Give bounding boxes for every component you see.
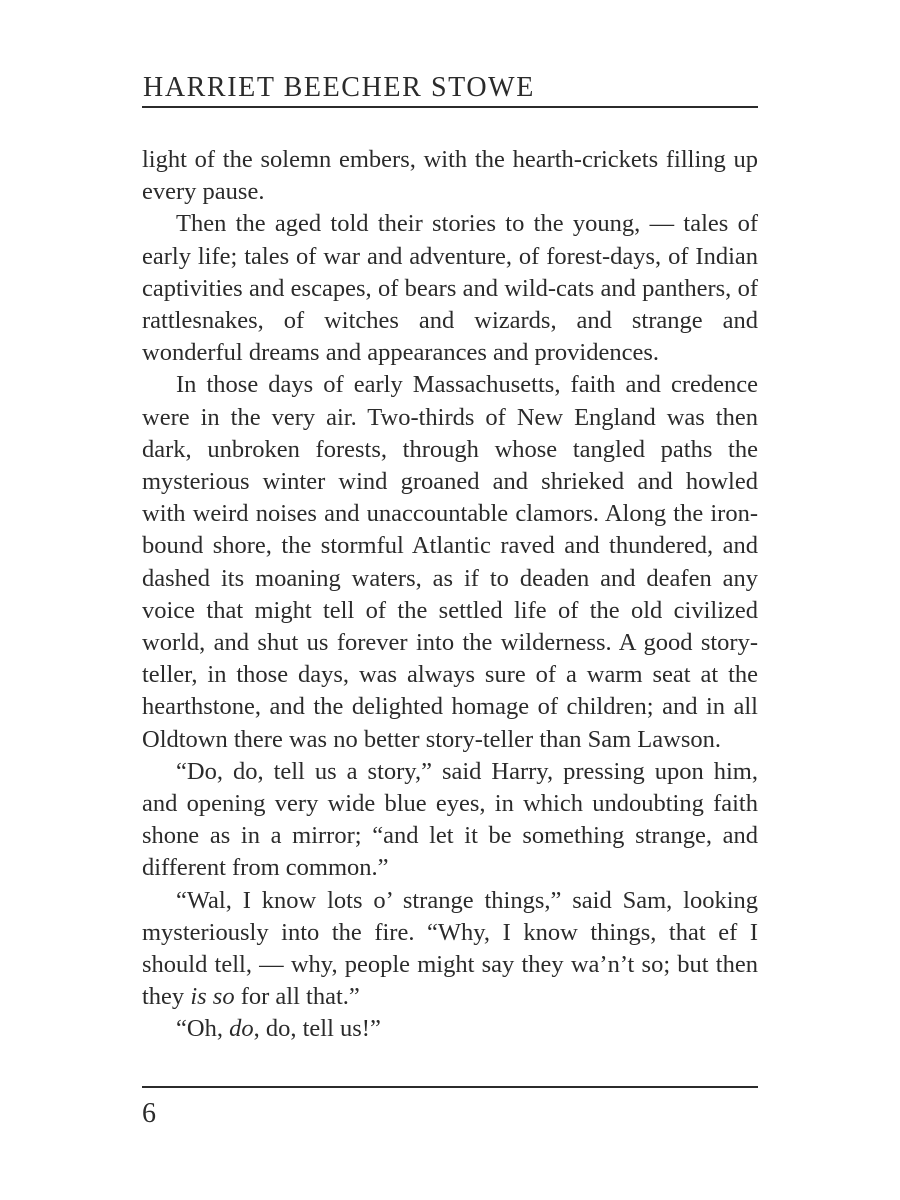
paragraph-5 <box>142 885 758 1014</box>
paragraph-6-text-b: , do, tell us!” <box>253 1015 381 1043</box>
paragraph-6-emphasis-do: do <box>229 1015 254 1043</box>
footer-rule <box>142 1086 758 1088</box>
paragraph-1: light of the solemn embers, with the hearth-crickets filling up every pause. <box>142 146 758 206</box>
paragraph-5-text-c: for all that.” <box>234 983 360 1011</box>
running-head-author: HARRIET BEECHER STOWE <box>143 72 535 103</box>
paragraph-5-emphasis-is: is <box>190 983 207 1011</box>
paragraph-6 <box>142 1013 758 1045</box>
paragraph-6-text-a: “Oh, <box>176 1015 230 1043</box>
header-rule <box>142 106 758 108</box>
paragraph-5-emphasis-so: so <box>212 983 235 1011</box>
body-text <box>142 144 758 1046</box>
page-number: 6 <box>142 1098 156 1129</box>
paragraph-4: “Do, do, tell us a story,” said Harry, pressing upon him, and opening very wide blue eyes, in which undoubting faith shone as in a mirror; “and let it be something strange, and different from common.” <box>142 757 758 882</box>
paragraph-5-text-a: “Wal, I know lots o’ strange things,” said Sam, looking mysteriously into the fire. “Why, I know things, that ef I should tell, — why, people might say they wa’n’t so; but then they <box>142 886 758 1011</box>
paragraph-2: Then the aged told their stories to the young, — tales of early life; tales of war and adventure, of forest-days, of Indian captivities and escapes, of bears and wild-cats and panthers, of rattlesnakes, of witches and wizards, and strange and wonderful dreams and appearances and providences. <box>142 210 758 367</box>
paragraph-3: In those days of early Massachusetts, faith and credence were in the very air. Two-thirds of New England was then dark, unbroken forests, through whose tangled paths the mysterious winter wind groaned and shrieked and howled with weird noises and unaccountable clamors. Along the iron-bound shore, the stormful Atlantic raved and thundered, and dashed its moaning waters, as if to deaden and deafen any voice that might tell of the settled life of the old civilized world, and shut us forever into the wilderness. A good story-teller, in those days, was always sure of a warm seat at the hearthstone, and the delighted homage of children; and in all Oldtown there was no better story-teller than Sam Lawson. <box>142 371 758 753</box>
